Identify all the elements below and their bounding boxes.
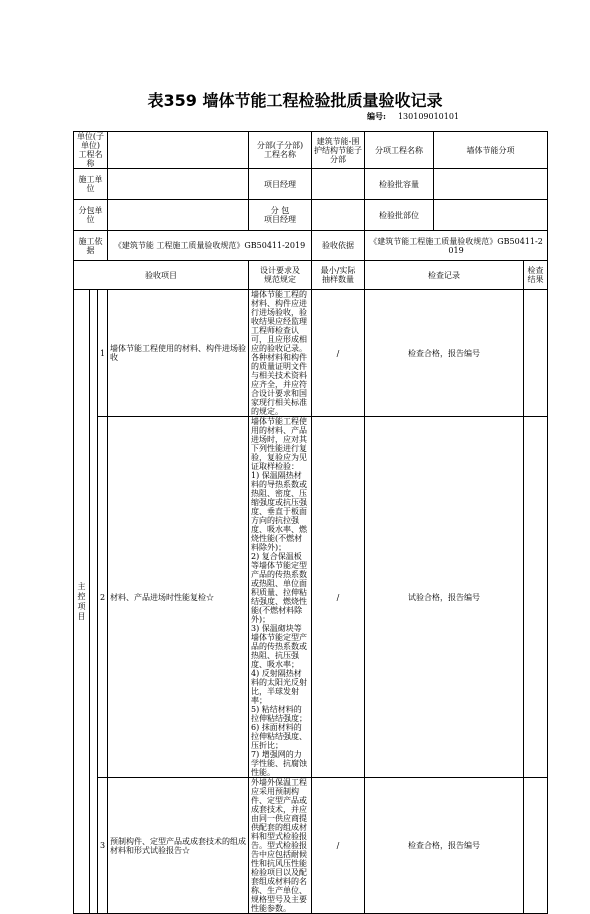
col-requirement-header: 设计要求及 规范规定	[249, 261, 312, 290]
group-label-text: 主控项目	[77, 581, 86, 621]
table-row	[74, 417, 548, 778]
row-requirement: 墙体节能工程使用的材料、产品进场时，应对其下列性能进行复验，复验应为见证取样检验： 1) 保温隔热材料的导热系数或热阻、密度、压缩强度或抗压强度、垂直于板面方向的抗拉强度、吸水率、燃烧性能(不燃材料除外)； 2) 复合保温板等墙体节能定型产品的传热系数或热阻、单位面积质量、拉伸粘结强度、燃烧性能(不燃材料除外)； 3) 保温砌块等墙体节能定型产品的传热系数或热阻、抗压强度、吸水率； 4) 反射隔热材料的太阳光反射比，半球发射率； 5) 粘结材料的拉伸粘结强度； 6) 抹面材料的拉伸粘结强度、压折比； 7) 增强网的力学性能、抗腐蚀性能。	[249, 417, 312, 778]
batch-capacity-label: 检验批容量	[365, 169, 434, 200]
division-value[interactable]: 建筑节能-围护结构节能子分部	[312, 132, 365, 169]
row-number: 2	[98, 417, 108, 778]
subcontractor-value[interactable]	[108, 200, 249, 231]
table-row	[74, 778, 548, 914]
row-record[interactable]: 试验合格，报告编号	[365, 417, 524, 778]
col-sample-header: 最小/实际 抽样数量	[312, 261, 365, 290]
col-result-header: 检查 结果	[524, 261, 548, 290]
header-row-subcontractor	[74, 200, 548, 231]
unit-project-label: 单位(子单位) 工程名称	[74, 132, 108, 169]
construction-basis-label: 施工依据	[74, 231, 108, 261]
column-header-row	[74, 261, 548, 290]
document-title: 表359 墙体节能工程检验批质量验收记录	[147, 91, 443, 110]
sub-pm-label: 分 包 项目经理	[249, 200, 312, 231]
code-label: 编号:	[367, 111, 386, 121]
pm-value[interactable]	[312, 169, 365, 200]
row-requirement: 外墙外保温工程应采用预制构件、定型产品或成套技术，并应由同一供应商提供配套的组成材料和型式检验报告。型式检验报告中应包括耐候性和抗风压性能检验项目以及配套组成材料的名称、生产单位、规格型号及主要性能参数。	[249, 778, 312, 914]
constructor-label: 施工单位	[74, 169, 108, 200]
batch-location-label: 检验批部位	[365, 200, 434, 231]
subcontractor-label: 分包单位	[74, 200, 108, 231]
main-control-group-label	[74, 290, 90, 914]
subitem-label: 分项工程名称	[365, 132, 434, 169]
code-value: 130109010101	[397, 112, 460, 121]
col-record-header: 检查记录	[365, 261, 524, 290]
table-row	[74, 290, 548, 417]
row-requirement: 墙体节能工程的材料、构件应进行进场验收，验收结果应经监理工程师检查认可，且应形成相应的验收记录。各种材料和构件的质量证明文件与相关技术资料应齐全，并应符合设计要求和国家现行相关标准的规定。	[249, 290, 312, 417]
subitem-value[interactable]: 墙体节能分项	[434, 132, 548, 169]
row-item: 材料、产品进场时性能复检☆	[108, 417, 249, 778]
document-code	[367, 111, 459, 122]
row-sample[interactable]: /	[312, 417, 365, 778]
row-number: 1	[98, 290, 108, 417]
unit-project-value[interactable]	[108, 132, 249, 169]
header-row-basis	[74, 231, 548, 261]
acceptance-basis-label: 验收依据	[312, 231, 365, 261]
pm-label: 项目经理	[249, 169, 312, 200]
batch-location-value[interactable]	[434, 200, 548, 231]
group-divider-cell	[90, 290, 98, 914]
header-row-constructor	[74, 169, 548, 200]
row-result[interactable]	[524, 290, 548, 417]
row-item: 预制构件、定型产品或成套技术的组成材料和形式试验报告☆	[108, 778, 249, 914]
batch-capacity-value[interactable]	[434, 169, 548, 200]
row-result[interactable]	[524, 417, 548, 778]
header-row-project	[74, 132, 548, 169]
sub-pm-value[interactable]	[312, 200, 365, 231]
construction-basis-value: 《建筑节能 工程施工质量验收规范》GB50411-2019	[108, 231, 312, 261]
col-item-header: 验收项目	[74, 261, 249, 290]
row-item: 墙体节能工程使用的材料、构件进场验收	[108, 290, 249, 417]
row-record[interactable]: 检查合格，报告编号	[365, 778, 524, 914]
constructor-value[interactable]	[108, 169, 249, 200]
row-number: 3	[98, 778, 108, 914]
acceptance-basis-value: 《建筑节能工程施工质量验收规范》GB50411-2019	[365, 231, 548, 261]
division-label: 分部(子分部) 工程名称	[249, 132, 312, 169]
row-result[interactable]	[524, 778, 548, 914]
row-record[interactable]: 检查合格，报告编号	[365, 290, 524, 417]
row-sample[interactable]: /	[312, 290, 365, 417]
row-sample[interactable]: /	[312, 778, 365, 914]
inspection-form-table	[73, 131, 548, 914]
